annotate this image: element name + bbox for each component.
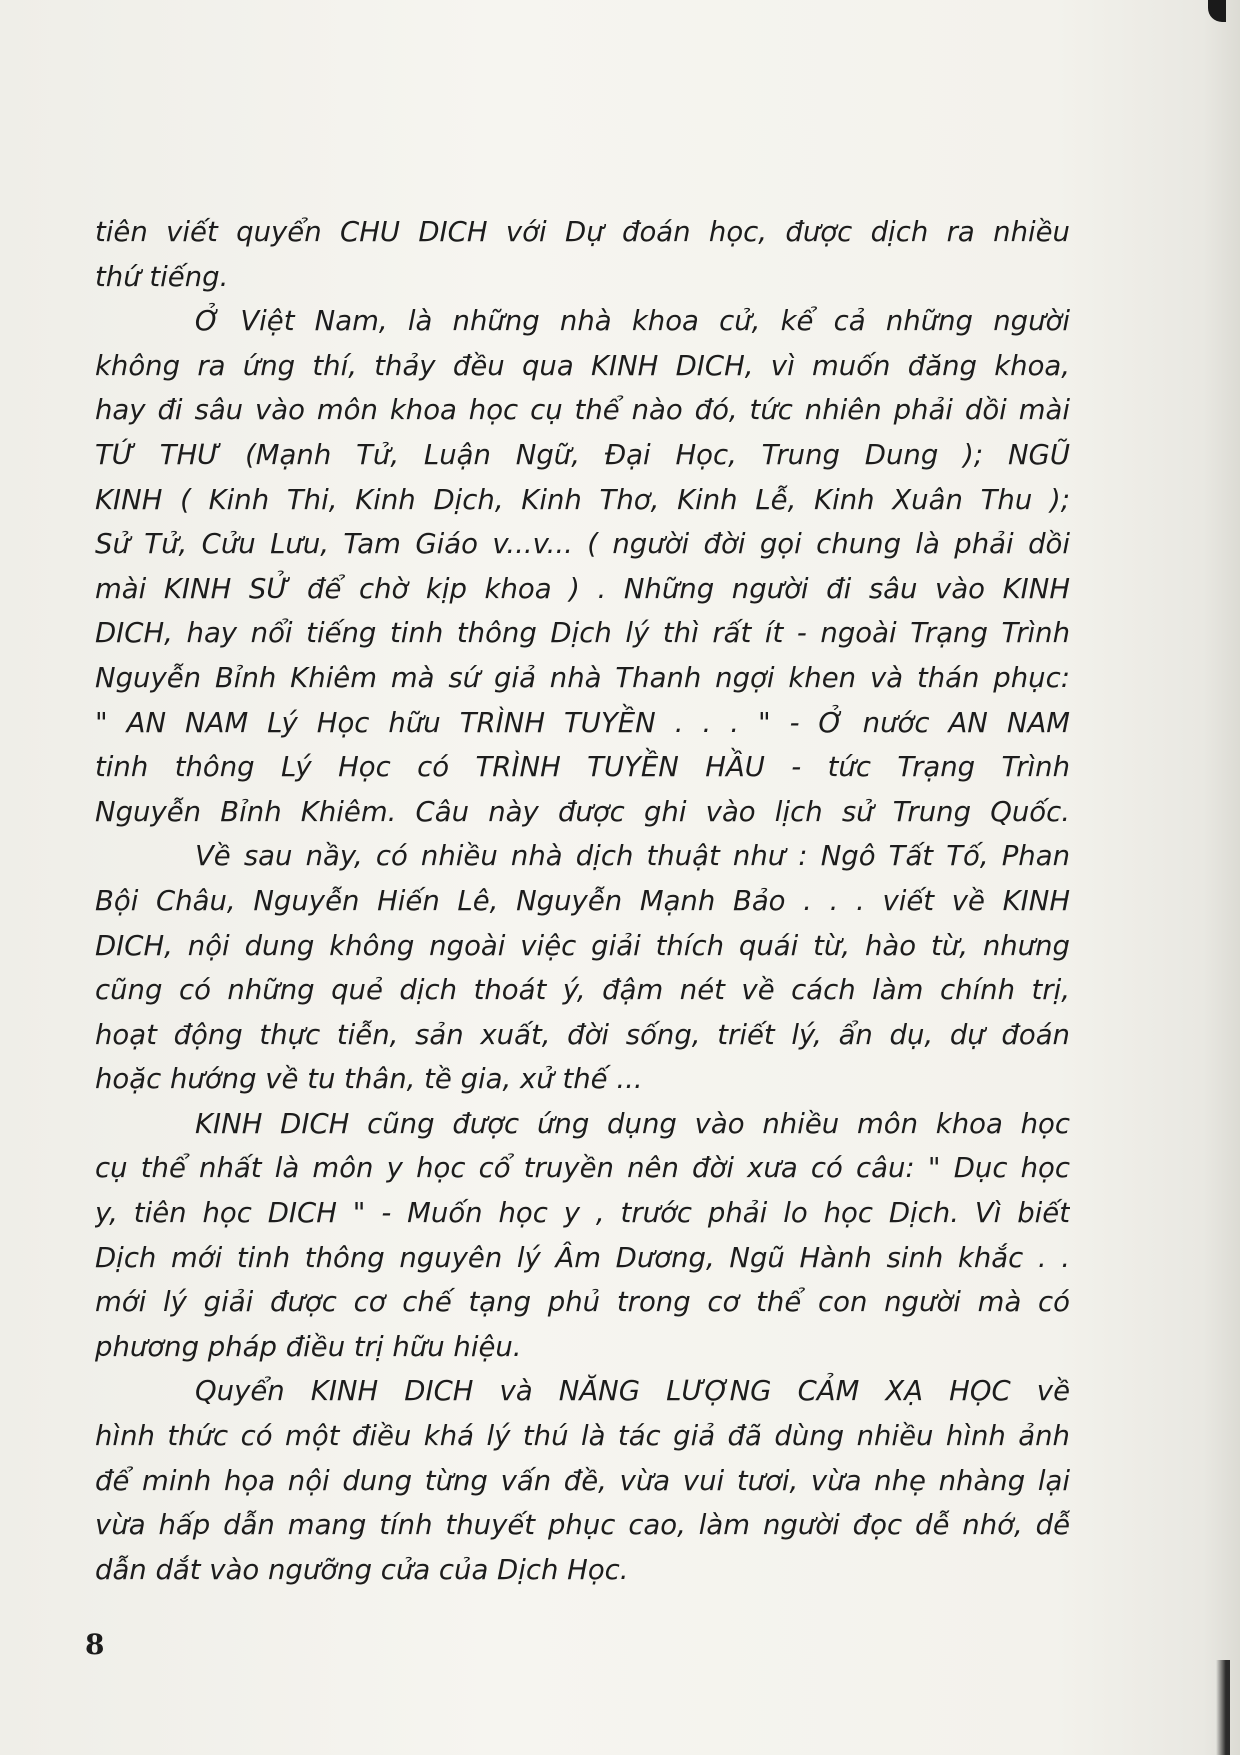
text-line: dẫn dắt vào ngưỡng cửa của Dịch Học. <box>95 1553 629 1586</box>
text-line: mới lý giải được cơ chế tạng phủ trong cơ thể con người mà có <box>95 1286 1070 1319</box>
text-line: cũng có những quẻ dịch thoát ý, đậm nét về cách làm chính trị, <box>95 974 1070 1007</box>
text-line: y, tiên học DICH " - Muốn học y , trước phải lo học Dịch. Vì biết <box>95 1197 1070 1230</box>
text-line: Nguyễn Bỉnh Khiêm. Câu này được ghi vào lịch sử Trung Quốc. <box>95 795 1070 828</box>
text-line: hình thức có một điều khá lý thú là tác giả đã dùng nhiều hình ảnh <box>95 1420 1070 1453</box>
text-line: mài KINH SỬ để chờ kịp khoa ) . Những người đi sâu vào KINH <box>95 572 1070 605</box>
text-line: vừa hấp dẫn mang tính thuyết phục cao, làm người đọc dễ nhớ, dễ <box>95 1509 1070 1542</box>
text-line: Ở Việt Nam, là những nhà khoa cử, kể cả những người <box>195 305 1070 338</box>
text-line: thứ tiếng. <box>95 260 229 293</box>
text-line: tinh thông Lý Học có TRÌNH TUYỀN HẦU - tức Trạng Trình <box>95 751 1070 784</box>
text-line: cụ thể nhất là môn y học cổ truyền nên đời xưa có câu: " Dục học <box>95 1152 1070 1185</box>
text-line: Dịch mới tinh thông nguyên lý Âm Dương, Ngũ Hành sinh khắc . . <box>95 1241 1070 1274</box>
page-number: 8 <box>85 1628 105 1661</box>
text-line: Quyển KINH DICH và NĂNG LƯỢNG CẢM XẠ HỌC về <box>195 1375 1070 1408</box>
text-line: Bội Châu, Nguyễn Hiến Lê, Nguyễn Mạnh Bảo . . . viết về KINH <box>95 884 1070 917</box>
text-line: hoặc hướng về tu thân, tề gia, xử thế ... <box>95 1063 643 1096</box>
text-line: phương pháp điều trị hữu hiệu. <box>95 1330 522 1363</box>
page-edge-shadow-top <box>1208 0 1226 22</box>
text-line: KINH DICH cũng được ứng dụng vào nhiều môn khoa học <box>195 1107 1070 1140</box>
text-line: Sử Tử, Cửu Lưu, Tam Giáo v...v... ( người đời gọi chung là phải dồi <box>95 528 1070 561</box>
text-line: không ra ứng thí, thảy đều qua KINH DICH, vì muốn đăng khoa, <box>95 349 1070 382</box>
text-line: DICH, hay nổi tiếng tinh thông Dịch lý thì rất ít - ngoài Trạng Trình <box>95 617 1070 650</box>
text-line: để minh họa nội dung từng vấn đề, vừa vui tươi, vừa nhẹ nhàng lại <box>95 1464 1070 1497</box>
text-line: hoạt động thực tiễn, sản xuất, đời sống, triết lý, ẩn dụ, dự đoán <box>95 1018 1070 1051</box>
text-line: tiên viết quyển CHU DICH với Dự đoán học, được dịch ra nhiều <box>95 216 1070 248</box>
text-line: TỨ THƯ (Mạnh Tử, Luận Ngữ, Đại Học, Trung Dung ); NGŨ <box>95 438 1070 471</box>
text-line: Nguyễn Bỉnh Khiêm mà sứ giả nhà Thanh ngợi khen và thán phục: <box>95 661 1070 694</box>
body-text <box>95 210 1070 1592</box>
text-line: " AN NAM Lý Học hữu TRÌNH TUYỀN . . . " - Ở nước AN NAM <box>95 706 1070 739</box>
page-edge-shadow-bottom <box>1216 1660 1230 1755</box>
text-line: Về sau nầy, có nhiều nhà dịch thuật như : Ngô Tất Tố, Phan <box>195 840 1070 873</box>
text-line: DICH, nội dung không ngoài việc giải thích quái từ, hào từ, nhưng <box>95 929 1070 962</box>
text-line: KINH ( Kinh Thi, Kinh Dịch, Kinh Thơ, Kinh Lễ, Kinh Xuân Thu ); <box>95 483 1070 516</box>
text-line: hay đi sâu vào môn khoa học cụ thể nào đó, tức nhiên phải dồi mài <box>95 394 1070 427</box>
